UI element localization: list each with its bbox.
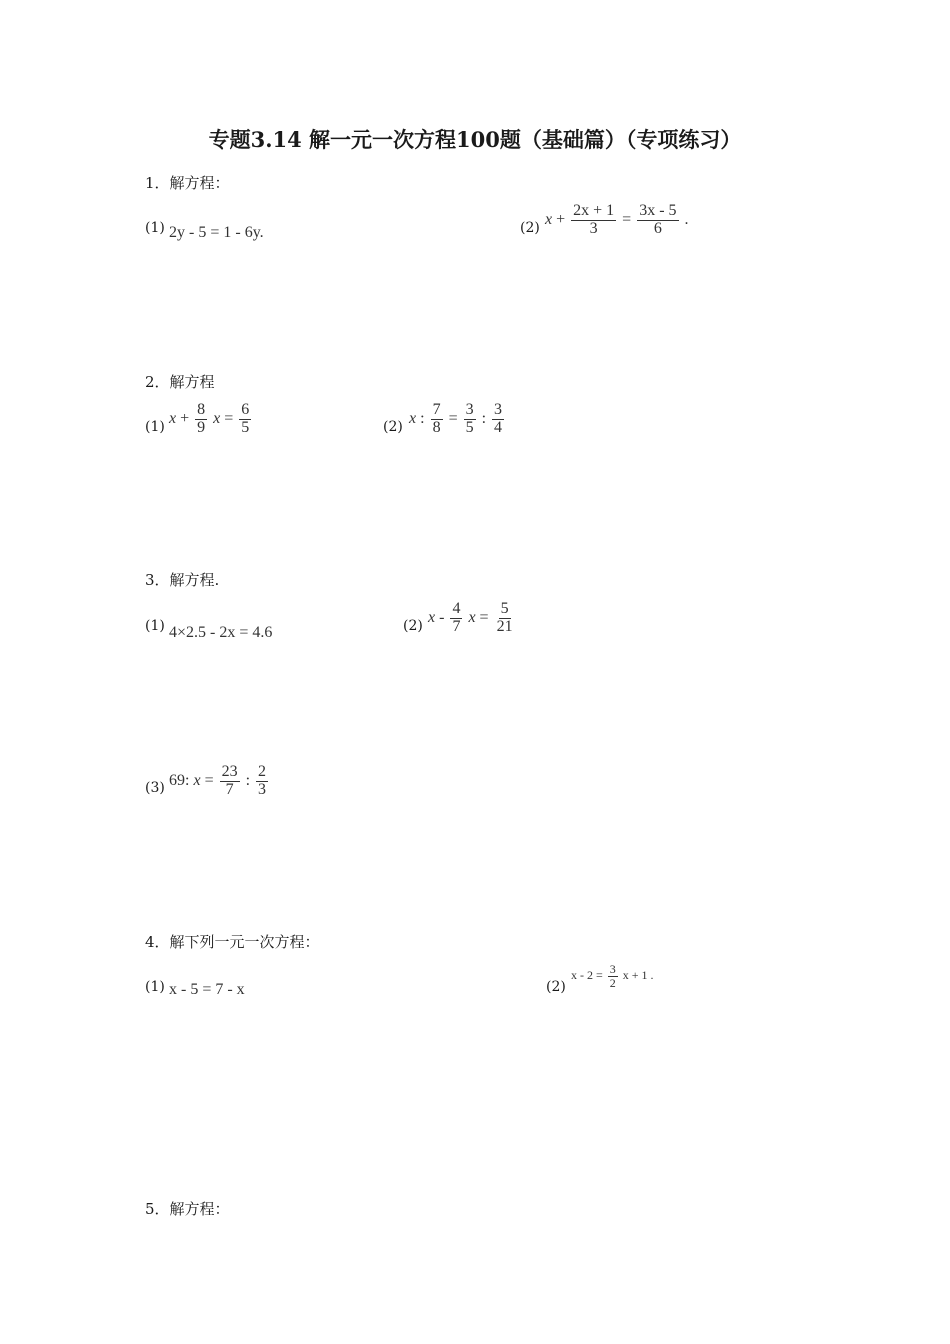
fraction: $\frac{2x + 1}{3}$ [573,202,615,237]
fraction: $\frac{23}{7}$ [221,763,238,798]
fraction: $\frac{3}{2}$ [609,962,616,990]
question-2-heading: 2．解方程 [145,373,215,391]
question-3-heading: 3．解方程. [145,571,220,589]
question-3-part-3-equation: 69: x = $\frac{23}{7}$ : $\frac{2}{3}$ [169,763,267,798]
question-3-part-2-equation: x - $\frac{4}{7}$ x = $\frac{5}{21}$ [428,600,513,635]
question-1-heading: 1．解方程： [145,174,230,192]
fraction: $\frac{8}{9}$ [197,401,206,436]
question-3-part-3-label: (3) [145,780,165,796]
question-2-part-2-equation: x : $\frac{7}{8}$ = $\frac{3}{5}$ : $\frac{3}{4}$ [409,401,503,436]
fraction: $\frac{2}{3}$ [258,763,267,798]
question-4-part-2-equation: x - 2 = $\frac{3}{2}$ x + 1 . [571,962,654,990]
fraction: $\frac{3}{4}$ [494,401,503,436]
fraction: $\frac{4}{7}$ [452,600,461,635]
question-1-part-1-equation: 2y - 5 = 1 - 6y. [169,224,264,241]
question-4-heading: 4．解下列一元一次方程： [145,933,320,951]
question-1-part-1-label: (1) [145,220,165,236]
question-1-part-2-label: (2) [520,220,540,236]
question-1-part-2-equation: x + $\frac{2x + 1}{3}$ = $\frac{3x - 5}{6}$ . [545,202,689,237]
equation-rhs: 1 - 6y [223,224,260,241]
question-5-heading: 5．解方程： [145,1200,230,1218]
fraction: $\frac{3x - 5}{6}$ [639,202,677,237]
question-4-part-1-equation: x - 5 = 7 - x [169,981,245,998]
question-2-part-1-equation: x + $\frac{8}{9}$ x = $\frac{6}{5}$ [169,401,250,436]
page-title: 专题3.14 解一元一次方程100题（基础篇）（专项练习） [208,127,742,152]
fraction: $\frac{3}{5}$ [465,401,474,436]
question-3-part-1-equation: 4×2.5 - 2x = 4.6 [169,624,273,641]
question-2-part-2-label: (2) [383,419,403,435]
fraction: $\frac{6}{5}$ [241,401,250,436]
question-4-part-1-label: (1) [145,979,165,995]
question-4-part-2-label: (2) [546,979,566,995]
question-2-part-1-label: (1) [145,419,165,435]
fraction: $\frac{7}{8}$ [432,401,441,436]
question-3-part-2-label: (2) [403,618,423,634]
question-3-part-1-label: (1) [145,618,165,634]
fraction: $\frac{5}{21}$ [496,600,513,635]
equation-lhs: 2y - 5 [169,224,207,241]
